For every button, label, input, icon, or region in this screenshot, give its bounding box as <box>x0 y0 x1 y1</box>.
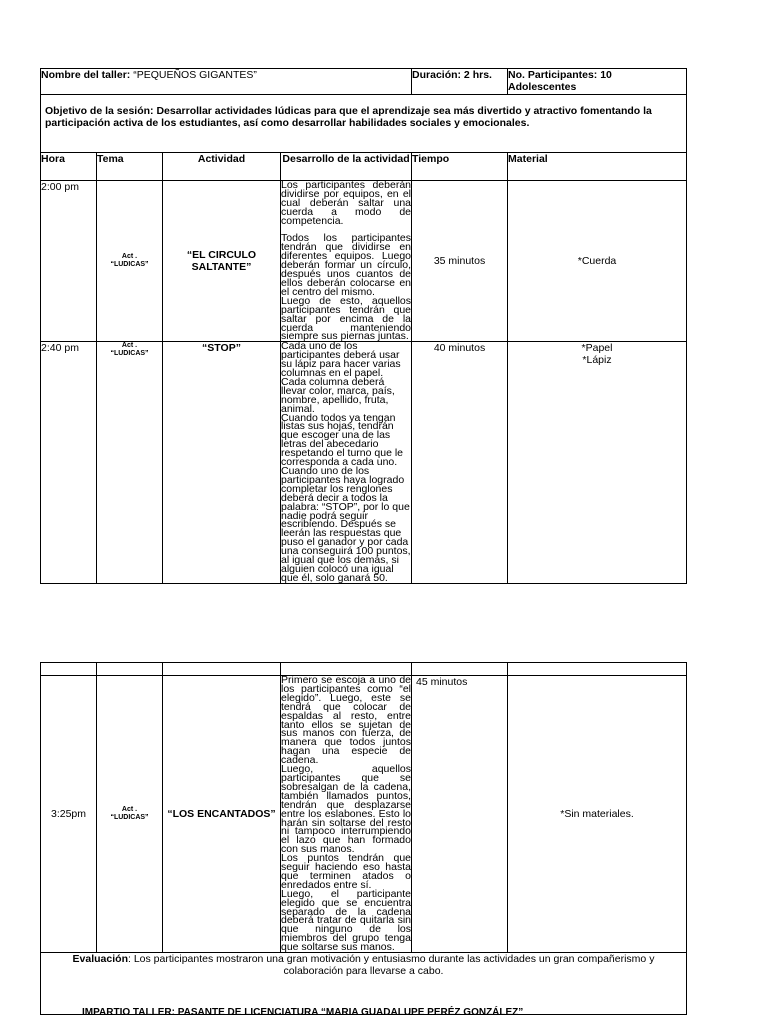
col-hora: Hora <box>41 153 97 181</box>
activity-row <box>41 676 687 953</box>
theme-line: Act . <box>121 342 138 350</box>
activity-time: 3:25pm <box>41 676 97 953</box>
activity-duration: 45 minutos <box>412 676 508 953</box>
participants-cell <box>508 69 687 95</box>
activity-theme <box>97 676 163 953</box>
col-tiempo: Tiempo <box>412 153 508 181</box>
activity-description: Primero se escoja a uno de los participantes como “el elegido”. Luego, este se tendrá que colocar de espaldas al resto, entre tanto ellos se sujetan de sus manos con fuerza, de manera que todos juntos hagan una especie de cadena. Luego, aquellos participantes que se sobresalgan de la cadena, también llamados puntos, tendrán que desplazarse entre los eslabones. Esto lo harán sin soltarse del resto ni tampoco interrumpiendo el lazo que han formado con sus manos. Los puntos tendrán que seguir haciendo eso hasta que terminen atados o enredados entre sí. Luego, el participante elegido que se encuentra separado de la cadena deberá tratar de quitarla sin que ninguno de los miembros del grupo tenga que soltarse sus manos. <box>281 674 411 954</box>
activity-duration: 40 minutos <box>412 342 508 583</box>
activity-theme <box>97 342 163 583</box>
evaluation-row <box>41 953 687 1015</box>
workshop-label: Nombre del taller: <box>41 69 131 81</box>
material-item: *Papel <box>581 342 613 355</box>
activity-time: 2:40 pm <box>41 342 97 583</box>
evaluation-text: : Los participantes mostraron una gran motivación y entusiasmo durante las actividades un gran compañerismo y colaboración para llevarse a cabo. <box>128 953 655 978</box>
col-tema: Tema <box>97 153 163 181</box>
activity-name: “EL CIRCULO SALTANTE” <box>163 181 281 342</box>
theme-name: “LUDICAS” <box>110 814 149 822</box>
workshop-name-cell <box>41 69 412 95</box>
theme-name: “LUDICAS” <box>110 261 149 269</box>
activity-time: 2:00 pm <box>41 181 97 342</box>
activity-material: *Sin materiales. <box>508 676 687 953</box>
activity-description: Los participantes deberán dividirse por equipos, en el cual deberán saltar una cuerda a modo de competencia. Todos los participantes tendrán que dividirse en diferentes equipos. Luego deberán formar un círculo, después unos cuantos de ellos deberán colocarse en el centro del mismo. Luego de esto, aquellos participantes tendrán que saltar por encima de la cuerda manteniendo siempre sus piernas juntas. <box>281 179 412 343</box>
session-plan-table <box>40 68 687 584</box>
material-item: *Lápiz <box>582 354 612 367</box>
theme-name: “LUDICAS” <box>110 350 149 358</box>
activity-name: “STOP” <box>163 342 281 583</box>
objective-row <box>41 95 687 153</box>
workshop-name: “PEQUEÑOS GIGANTES” <box>130 69 257 81</box>
col-material: Material <box>508 153 687 181</box>
header-row <box>41 69 687 95</box>
participants-type: Adolescentes <box>508 81 577 93</box>
activity-material <box>508 342 687 583</box>
col-desarrollo: Desarrollo de la actividad <box>281 153 412 181</box>
activity-theme <box>97 181 163 342</box>
session-plan-table-continued <box>40 662 687 1015</box>
theme-line: Act . <box>121 806 138 814</box>
evaluation-label: Evaluación <box>72 953 128 966</box>
activity-description: Cada uno de los participantes deberá usar su lápiz para hacer varias columnas en el papel. Cada columna deberá llevar color, marca, país, nombre, apellido, fruta, animal. Cuando todos ya tengan listas sus hojas, tendrán que escoger una de las letras del abecedario respetando el turno que le corresponda a cada uno. Cuando uno de los participantes haya logrado completar los renglones deberá decir a todos la palabra: “STOP”, por lo que nadie podrá seguir escribiendo. Después se leerán las respuestas que puso el ganador y por cada una conseguirá 100 puntos, al igual que los demás, si alguien colocó una igual que él, solo ganará 50. <box>281 340 411 584</box>
column-header-row <box>41 153 687 181</box>
evaluation-cell <box>41 953 687 1015</box>
activity-material: *Cuerda <box>508 181 687 342</box>
activity-name: “LOS ENCANTADOS” <box>163 676 281 953</box>
duration: Duración: 2 hrs. <box>412 69 508 95</box>
col-actividad: Actividad <box>163 153 281 181</box>
participants-count: No. Participantes: 10 <box>508 69 612 81</box>
activity-duration: 35 minutos <box>412 181 508 342</box>
theme-line: Act . <box>121 253 138 261</box>
session-objective: Objetivo de la sesión: Desarrollar actividades lúdicas para que el aprendizaje sea más divertido y atractivo fomentando la participación activa de los estudiantes, así como desarrollar habilidades sociales y emocionales. <box>41 95 687 153</box>
activity-row <box>41 181 687 342</box>
instructor-footer: IMPARTIO TALLER: PASANTE DE LICENCIATURA “MARIA GUADALUPE PERÉZ GONZÁLEZ” <box>82 1007 524 1018</box>
activity-row <box>41 342 687 583</box>
